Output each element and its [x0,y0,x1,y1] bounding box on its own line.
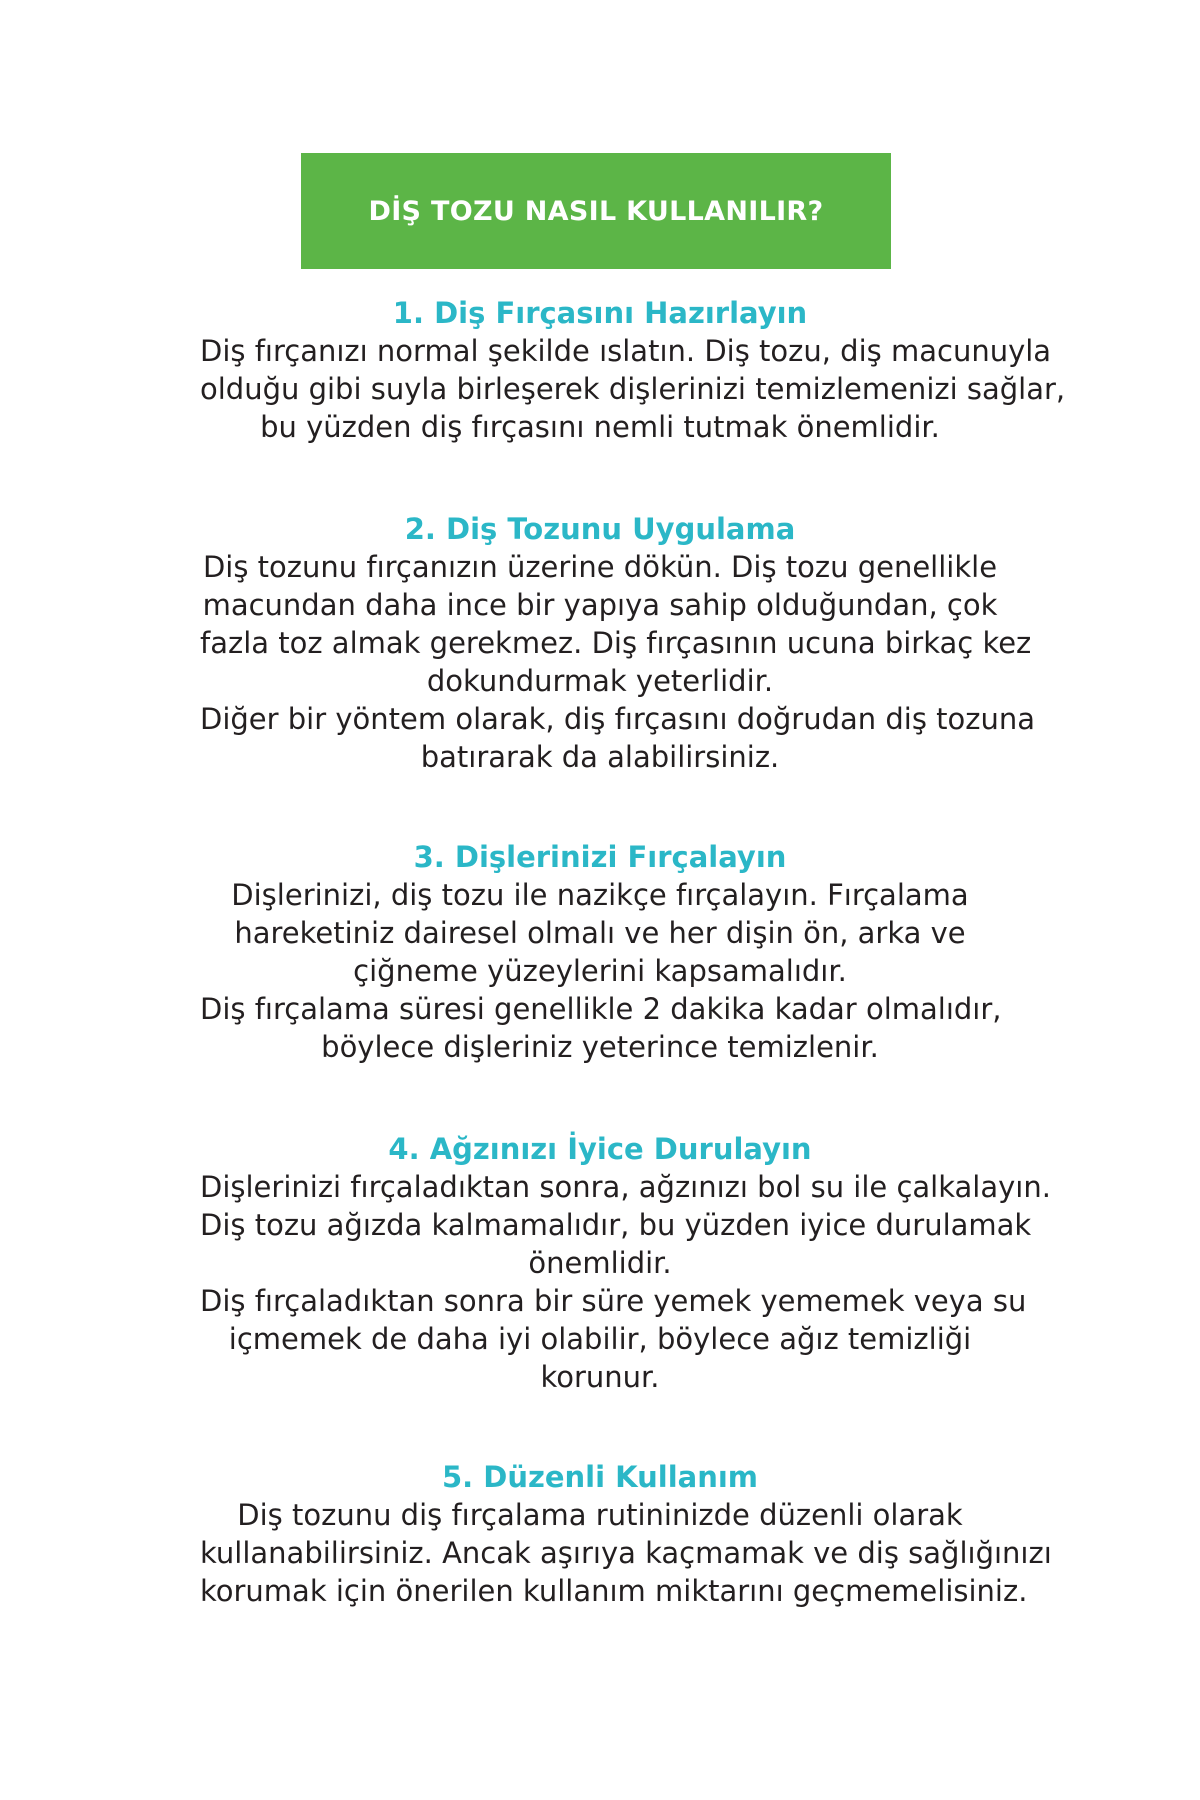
step-3-section [0,838,1200,1066]
step-2-line: macundan daha ince bir yapıya sahip olduğundan, çok [202,588,998,622]
page-title: DİŞ TOZU NASIL KULLANILIR? [368,195,824,227]
step-1-section [0,294,1200,446]
step-5-line: kullanabilirsiniz. Ancak aşırıya kaçmamak ve diş sağlığınızı [200,1536,1052,1570]
title-banner [301,153,891,269]
step-2-body [200,548,1036,776]
step-5-heading: 5. Düzenli Kullanım [441,1460,759,1494]
step-5-line: Diş tozunu diş fırçalama rutininizde düzenli olarak [237,1498,963,1532]
step-4-line: korunur. [540,1360,660,1394]
step-4-heading: 4. Ağzınızı İyice Durulayın [388,1132,812,1166]
step-5-section [0,1458,1200,1610]
step-3-line: hareketiniz dairesel olmalı ve her dişin ön, arka ve [234,916,966,950]
step-1-line: Diş fırçanızı normal şekilde ıslatın. Diş tozu, diş macunuyla [200,334,1052,368]
step-2-line: batırarak da alabilirsiniz. [420,740,780,774]
step-1-body [200,332,1066,446]
step-1-line: bu yüzden diş fırçasını nemli tutmak önemlidir. [260,410,940,444]
step-3-line: böylece dişleriniz yeterince temizlenir. [321,1030,879,1064]
step-3-body [200,876,1000,1066]
step-2-line: fazla toz almak gerekmez. Diş fırçasının ucuna birkaç kez [200,626,1032,660]
step-3-line: çiğneme yüzeylerini kapsamalıdır. [353,954,847,988]
step-2-section [0,510,1200,776]
step-5-body [200,1496,1052,1610]
step-5-line: korumak için önerilen kullanım miktarını geçmemelisiniz. [200,1574,1028,1608]
step-4-body [200,1168,1051,1396]
step-2-line: Diş tozunu fırçanızın üzerine dökün. Diş tozu genellikle [202,550,998,584]
step-4-line: Dişlerinizi fırçaladıktan sonra, ağzınızı bol su ile çalkalayın. [200,1170,1051,1204]
step-4-section [0,1130,1200,1396]
step-4-line: Diş tozu ağızda kalmamalıdır, bu yüzden iyice durulamak [200,1208,1032,1242]
step-2-heading: 2. Diş Tozunu Uygulama [404,512,796,546]
step-2-line: dokundurmak yeterlidir. [426,664,774,698]
step-2-line: Diğer bir yöntem olarak, diş fırçasını doğrudan diş tozuna [200,702,1036,736]
step-1-line: olduğu gibi suyla birleşerek dişlerinizi temizlemenizi sağlar, [200,372,1066,406]
step-3-line: Dişlerinizi, diş tozu ile nazikçe fırçalayın. Fırçalama [231,878,969,912]
step-3-heading: 3. Dişlerinizi Fırçalayın [413,840,787,874]
step-4-line: önemlidir. [528,1246,672,1280]
step-4-line: içmemek de daha iyi olabilir, böylece ağız temizliği [228,1322,972,1356]
step-3-line: Diş fırçalama süresi genellikle 2 dakika kadar olmalıdır, [200,992,1002,1026]
step-4-line: Diş fırçaladıktan sonra bir süre yemek yememek veya su [200,1284,1027,1318]
step-1-heading: 1. Diş Fırçasını Hazırlayın [392,296,808,330]
